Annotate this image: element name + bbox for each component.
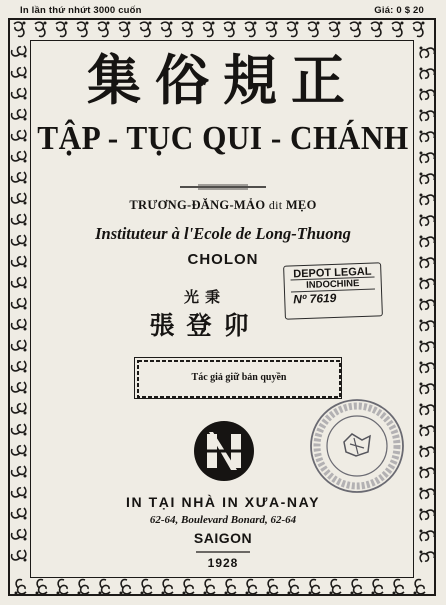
stamp-line1: DEPOT LEGAL [293, 265, 372, 281]
border-motif [98, 22, 110, 37]
border-motif [413, 22, 425, 37]
author-affiliation: Instituteur à l'Ecole de Long-Thuong [95, 224, 351, 243]
copyright-box [134, 357, 342, 399]
border-motif [330, 580, 342, 595]
border-motif [420, 383, 435, 395]
stamp-number: Nº 7619 [293, 290, 337, 307]
border-motif [420, 467, 435, 479]
border-motif [140, 22, 152, 37]
border-motif [420, 341, 435, 353]
border-motif [204, 580, 216, 595]
border-motif [35, 22, 47, 37]
border-motif [14, 22, 26, 37]
border-motif [266, 22, 278, 37]
library-seal-stamp [304, 396, 410, 496]
border-motif [12, 382, 27, 394]
printer-logo-icon [193, 420, 255, 482]
border-motif [141, 580, 153, 595]
copyright-note: Tác giả giữ bản quyền [191, 372, 287, 383]
border-motif [12, 445, 27, 457]
printer-address: 62-64, Boulevard Bonard, 62-64 [149, 514, 297, 526]
border-motif [119, 22, 131, 37]
publication-city: SAIGON [193, 530, 253, 546]
border-motif [309, 580, 321, 595]
border-motif [56, 22, 68, 37]
publication-year: 1928 [207, 556, 239, 570]
border-motif [36, 580, 48, 595]
border-motif [120, 580, 132, 595]
author-city: CHOLON [187, 251, 259, 268]
border-motif [420, 446, 435, 458]
legal-deposit-stamp [283, 262, 383, 319]
border-motif [372, 580, 384, 595]
border-motif [225, 580, 237, 595]
author-courtesy-name: 光秉 [183, 288, 226, 306]
author-chinese-name: 張登卯 [149, 311, 261, 340]
border-motif [420, 173, 435, 185]
border-motif [12, 424, 27, 436]
print-run-note: In lần thứ nhứt 3000 cuốn [20, 5, 142, 16]
border-motif [99, 580, 111, 595]
border-motif [183, 580, 195, 595]
border-motif [12, 361, 27, 373]
border-motif [392, 22, 404, 37]
vietnamese-title: TẬP - TỤC QUI - CHÁNH [37, 120, 409, 157]
border-motif [287, 22, 299, 37]
border-motif [393, 580, 405, 595]
author-alias: MẸO [285, 198, 317, 212]
title-rule [180, 184, 266, 190]
border-motif [245, 22, 257, 37]
author-line [0, 198, 446, 213]
border-motif [12, 172, 27, 184]
border-motif [350, 22, 362, 37]
border-motif [420, 404, 435, 416]
border-motif [267, 580, 279, 595]
border-motif [288, 580, 300, 595]
border-motif [420, 425, 435, 437]
printer-name: IN TẠI NHÀ IN XƯA-NAY [125, 494, 321, 510]
border-motif [12, 466, 27, 478]
border-motif [203, 22, 215, 37]
border-motif [371, 22, 383, 37]
border-motif [308, 22, 320, 37]
border-motif [246, 580, 258, 595]
price-label: Giá: 0 $ 20 [374, 5, 424, 16]
border-motif [329, 22, 341, 37]
border-motif [15, 580, 27, 595]
border-motif [77, 22, 89, 37]
border-motif [182, 22, 194, 37]
author-name: TRƯƠNG-ĐĂNG-MẢO [129, 198, 266, 212]
border-motif [420, 362, 435, 374]
border-motif [161, 22, 173, 37]
chinese-title: 集俗規正 [87, 48, 359, 112]
border-motif [351, 580, 363, 595]
border-motif [414, 580, 426, 595]
stamp-line2: INDOCHINE [291, 277, 375, 293]
border-motif [57, 580, 69, 595]
author-connector: dit [268, 198, 283, 212]
border-motif [12, 403, 27, 415]
border-motif [78, 580, 90, 595]
border-motif [162, 580, 174, 595]
year-rule [196, 549, 250, 555]
border-motif [224, 22, 236, 37]
